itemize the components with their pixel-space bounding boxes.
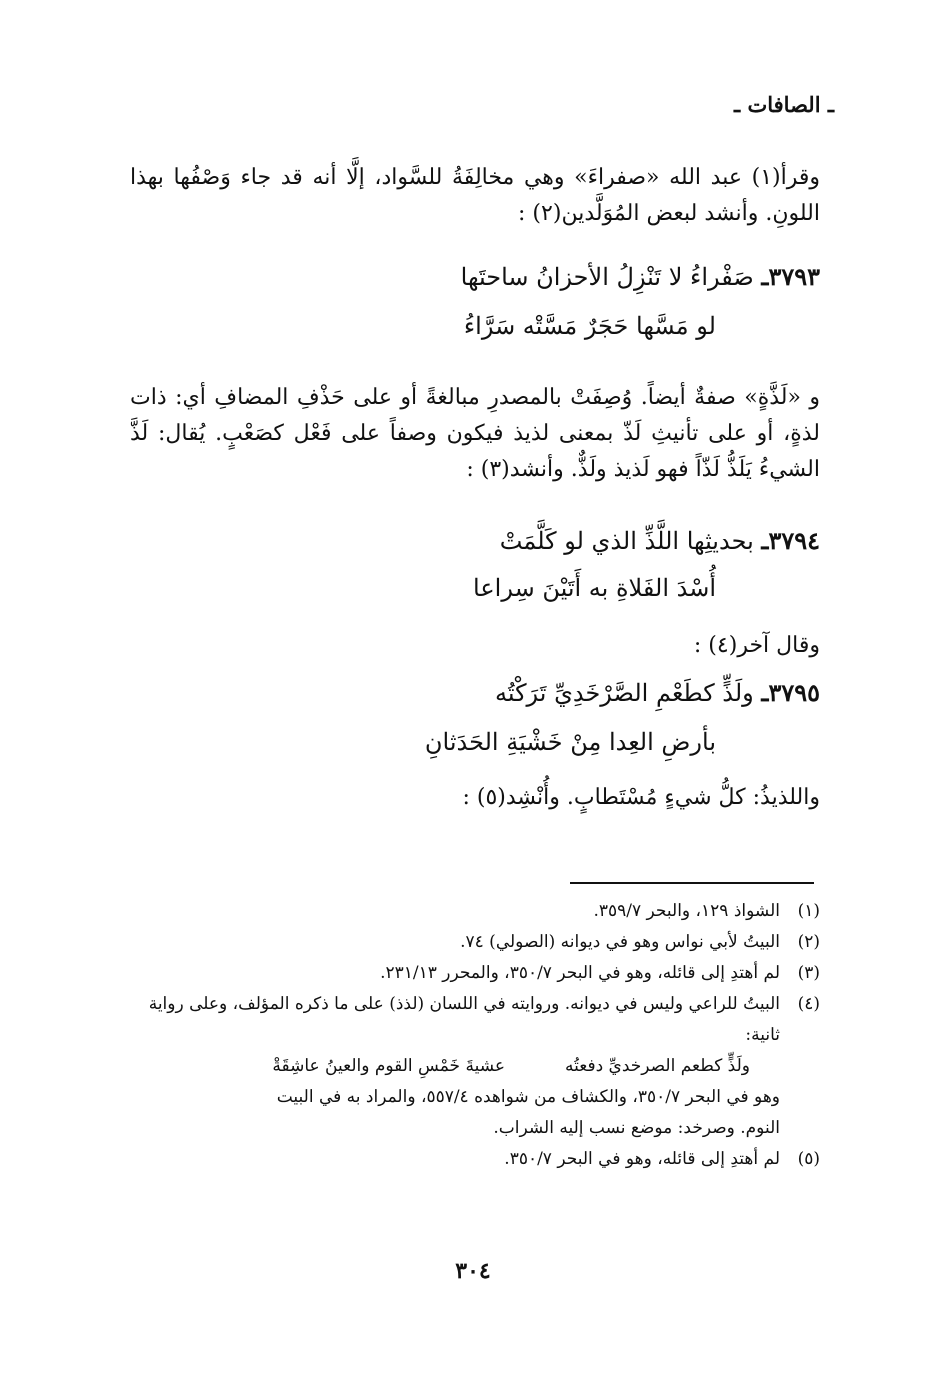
paragraph-2: و «لَذَّةٍ» صفةٌ أيضاً. وُصِفَتْ بالمصدرِ مبالغةً أو على حَذْفِ المضافِ أي: ذات لذةٍ، أو على تأنيثِ لَذّ بمعنى لذيذ فيكون وصفاً على فَعْل كصَعْبٍ. يُقال: لَذَّ الشيءُ يَلَذُّ لَذّاً فهو لَذيذ ولَذٌّ. وأنشد(٣) : xyxy=(130,385,820,482)
footnote-number: (٣) xyxy=(797,963,820,983)
footnote-number: (١) xyxy=(797,901,820,921)
footnote-4 xyxy=(126,989,820,1051)
page-number: ٣٠٤ xyxy=(455,1258,491,1284)
verse-3795-second-hemistich: بأرضِ العِدا مِنْ خَشْيَةِ الحَدَثانِ xyxy=(424,728,716,756)
paragraph-3: وقال آخر(٤) : xyxy=(693,633,820,658)
footnote-text: البيتُ لأبي نواس وهو في ديوانه (الصولي) ٧٤. xyxy=(460,932,780,952)
verse-3793-second-hemistich: لو مَسَّها حَجَرٌ مَسَّتْه سَرَّاءُ xyxy=(463,312,716,340)
verse-text: بحديثِها اللَّذِّ الذي لو كَلَّمَتْ xyxy=(499,527,754,555)
verse-text: صَفْراءُ لا تَنْزِلُ الأحزانُ ساحتَها xyxy=(460,263,754,291)
paragraph-4: واللذيذُ: كلُّ شيءٍ مُسْتَطابٍ. وأُنْشِد(٥) : xyxy=(462,785,820,810)
running-header: ـ الصافات ـ xyxy=(734,92,834,117)
footnote-number: (٢) xyxy=(797,932,820,952)
footnote-1 xyxy=(126,896,820,927)
footnote-number: (٥) xyxy=(797,1149,820,1169)
footnote-text: البيتُ للراعي وليس في ديوانه. وروايته في اللسان (لذذ) على ما ذكره المؤلف، وعلى رواية ثانية: xyxy=(148,994,780,1045)
footnote-verse-second: عشيةَ خَمْسِ القوم والعينُ عاشِقَةْ xyxy=(272,1056,506,1076)
paragraph-1: وقرأ(١) عبد الله «صفراءَ» وهي مخالِفَةُ للسَّواد، إلَّا أنه قد جاء وَصْفُها بهذا اللونِ. وأنشد لبعض المُوَلَّدين(٢) : xyxy=(130,165,820,226)
footnote-4-continuation: وهو في البحر ٣٥٠/٧، والكشاف من شواهده ٥٥٧/٤، والمراد به في البيت xyxy=(276,1087,780,1107)
verse-number: ٣٧٩٤ـ xyxy=(761,526,820,555)
verse-3794-first-hemistich xyxy=(500,526,820,555)
verse-3794-second-hemistich: أُسْدَ الفَلاةِ به أَتَيْنَ سِراعا xyxy=(473,574,716,602)
footnote-5 xyxy=(126,1144,820,1175)
footnote-number: (٤) xyxy=(797,994,820,1014)
verse-text: ولَذٍّ كطَعْمِ الصَّرْخَدِيِّ تَرَكْتُه xyxy=(495,679,754,707)
footnote-separator xyxy=(570,882,814,884)
verse-3795-first-hemistich xyxy=(495,678,820,707)
footnote-3 xyxy=(126,958,820,989)
footnote-text: لم أهتدِ إلى قائله، وهو في البحر ٣٥٠/٧. xyxy=(504,1149,780,1169)
footnote-text: لم أهتدِ إلى قائله، وهو في البحر ٣٥٠/٧، والمحرر ٢٣١/١٣. xyxy=(380,963,780,983)
verse-number: ٣٧٩٥ـ xyxy=(761,678,820,707)
verse-3793-first-hemistich xyxy=(461,262,820,291)
footnote-text: الشواذ ١٢٩، والبحر ٣٥٩/٧. xyxy=(593,901,780,921)
verse-number: ٣٧٩٣ـ xyxy=(761,262,820,291)
footnote-4-verse xyxy=(126,1051,820,1082)
footnotes xyxy=(126,896,820,1175)
footnote-2 xyxy=(126,927,820,958)
footnote-verse-first: ولَذٍّ كطعم الصرخديِّ دفعتُه xyxy=(565,1056,750,1076)
footnote-4-continuation: النوم. وصرخد: موضع نسب إليه الشراب. xyxy=(493,1118,780,1138)
